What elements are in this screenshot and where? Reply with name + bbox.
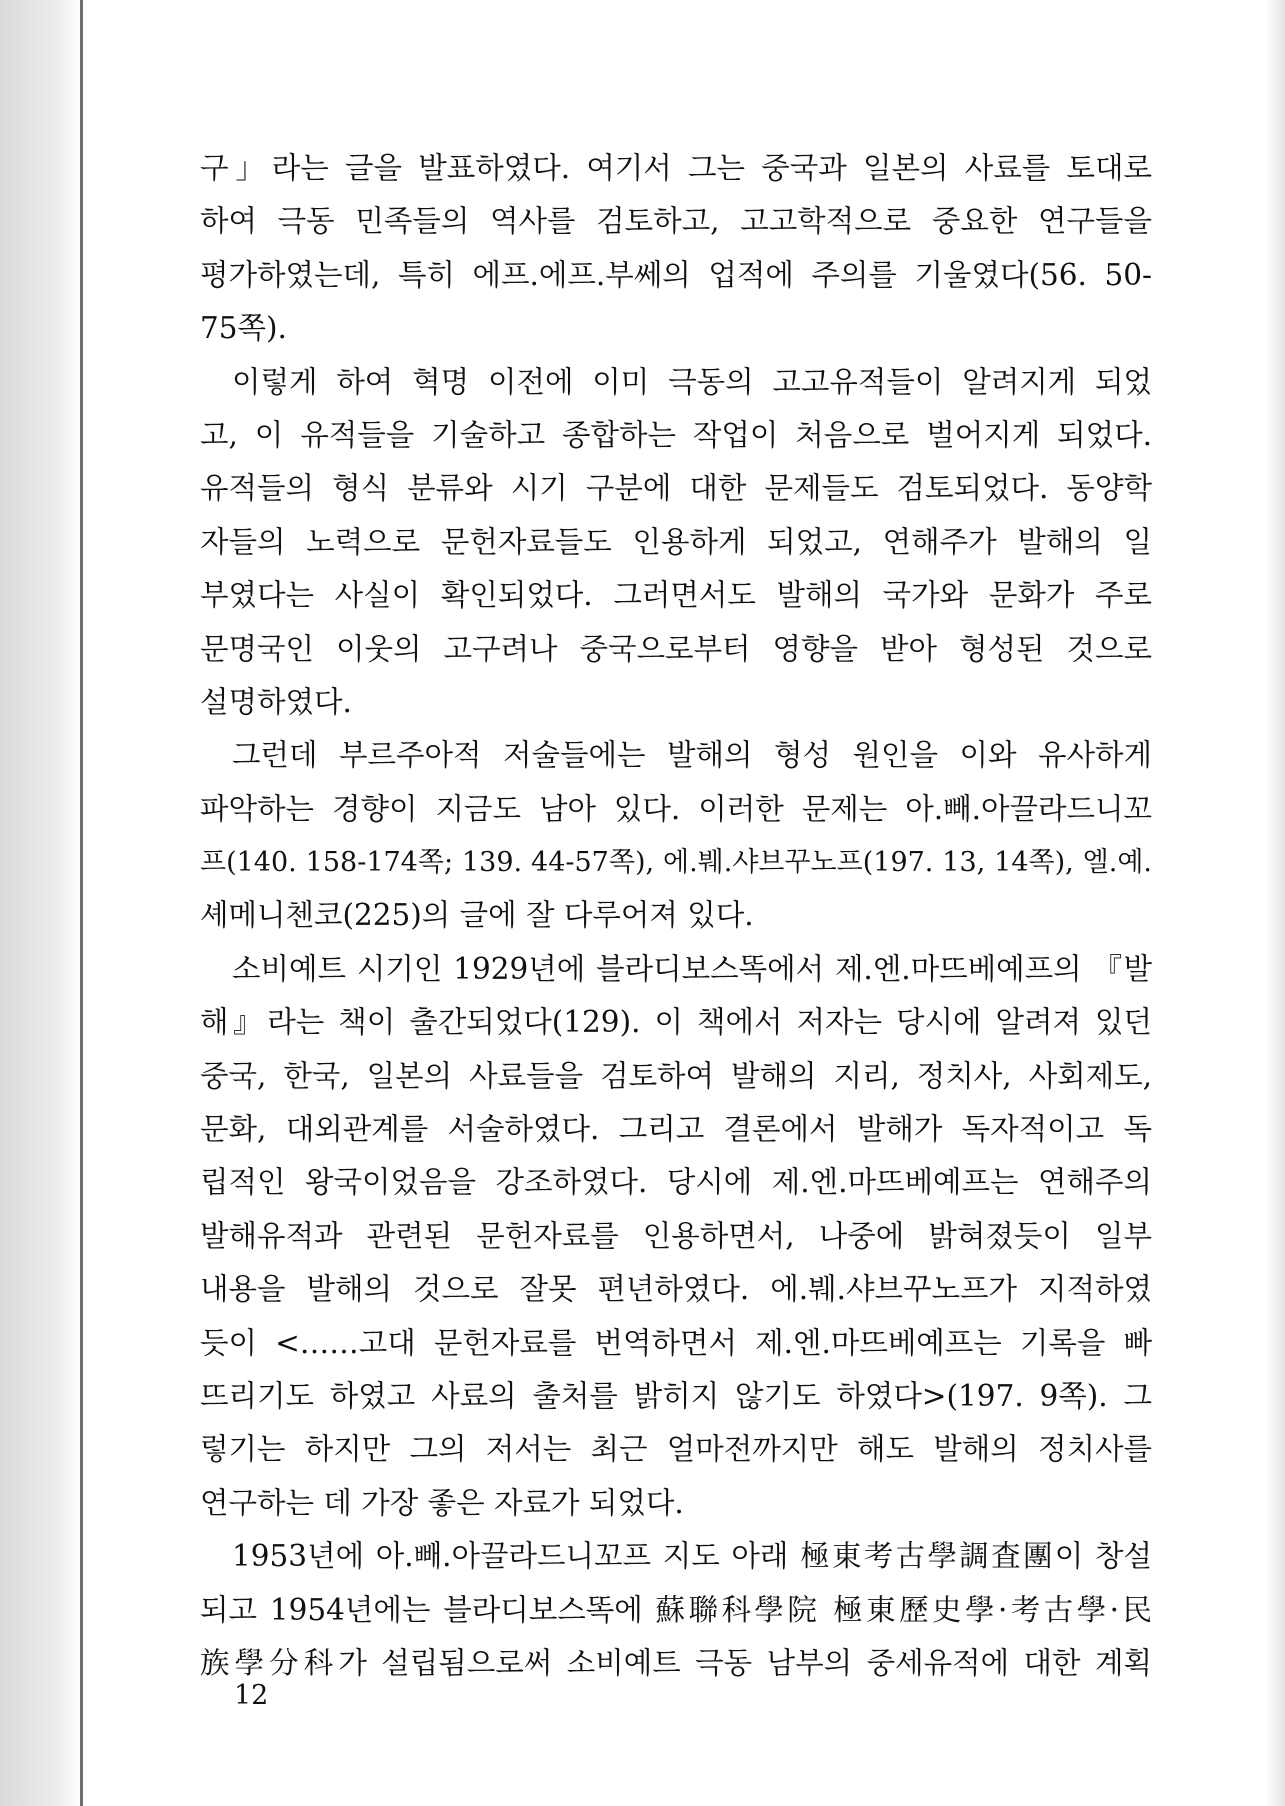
paragraph-first-line: 이렇게 하여 혁명 이전에 이미 극동의 고고유적들이 알려지게 되었 bbox=[232, 364, 1152, 399]
text-line: 뜨리기도 하였고 사료의 출처를 밝히지 않기도 하였다>(197. 9쪽). 그 bbox=[200, 1378, 1152, 1413]
text-line: 되고 1954년에는 블라디보스똑에 蘇聯科學院 極東歷史學·考古學·民 bbox=[200, 1592, 1152, 1627]
page-edge bbox=[80, 0, 83, 1806]
page-number: 12 bbox=[234, 1680, 269, 1711]
text-line: 셰메니첸코(225)의 글에 잘 다루어져 있다. bbox=[200, 898, 754, 933]
page-right-shadow bbox=[1265, 0, 1285, 1806]
text-line: 립적인 왕국이었음을 강조하였다. 당시에 제.엔.마뜨베예프는 연해주의 bbox=[200, 1165, 1152, 1200]
text-line: 발해유적과 관련된 문헌자료를 인용하면서, 나중에 밝혀졌듯이 일부 bbox=[200, 1218, 1152, 1253]
text-line: 렇기는 하지만 그의 저서는 최근 얼마전까지만 해도 발해의 정치사를 bbox=[200, 1432, 1152, 1467]
text-line: 설명하였다. bbox=[200, 684, 352, 719]
text-line: 고, 이 유적들을 기술하고 종합하는 작업이 처음으로 벌어지게 되었다. bbox=[200, 417, 1152, 452]
text-line: 파악하는 경향이 지금도 남아 있다. 이러한 문제는 아.빼.아끌라드니꼬 bbox=[200, 791, 1152, 826]
text-line: 내용을 발해의 것으로 잘못 편년하였다. 에.붸.샤브꾸노프가 지적하였 bbox=[200, 1272, 1152, 1307]
text-line: 평가하였는데, 특히 에프.에프.부쎄의 업적에 주의를 기울였다(56. 50- bbox=[200, 257, 1152, 292]
text-line: 문화, 대외관계를 서술하였다. 그리고 결론에서 발해가 독자적이고 독 bbox=[200, 1112, 1152, 1147]
text-line: 해』라는 책이 출간되었다(129). 이 책에서 저자는 당시에 알려져 있던 bbox=[200, 1005, 1152, 1040]
text-line: 하여 극동 민족들의 역사를 검토하고, 고고학적으로 중요한 연구들을 bbox=[200, 204, 1152, 239]
text-line: 듯이 <……고대 문헌자료를 번역하면서 제.엔.마뜨베예프는 기록을 빠 bbox=[200, 1325, 1152, 1360]
paragraph-first-line: 소비예트 시기인 1929년에 블라디보스똑에서 제.엔.마뜨베예프의 『발 bbox=[232, 951, 1152, 986]
text-line: 부였다는 사실이 확인되었다. 그러면서도 발해의 국가와 문화가 주로 bbox=[200, 578, 1152, 613]
text-line: 연구하는 데 가장 좋은 자료가 되었다. bbox=[200, 1485, 684, 1520]
text-line: 族學分科가 설립됨으로써 소비예트 극동 남부의 중세유적에 대한 계획 bbox=[200, 1645, 1152, 1680]
paragraph-first-line: 그런데 부르주아적 저술들에는 발해의 형성 원인을 이와 유사하게 bbox=[232, 738, 1152, 773]
text-line: 유적들의 형식 분류와 시기 구분에 대한 문제들도 검토되었다. 동양학 bbox=[200, 471, 1152, 506]
text-line: 구」라는 글을 발표하였다. 여기서 그는 중국과 일본의 사료를 토대로 bbox=[200, 151, 1152, 185]
spine-shadow bbox=[0, 0, 82, 1806]
paragraph-first-line: 1953년에 아.빼.아끌라드니꼬프 지도 아래 極東考古學調査團이 창설 bbox=[232, 1539, 1152, 1574]
text-line: 문명국인 이웃의 고구려나 중국으로부터 영향을 받아 형성된 것으로 bbox=[200, 631, 1152, 666]
text-line: 프(140. 158-174쪽; 139. 44-57쪽), 에.붸.샤브꾸노프(197. 13, 14쪽), 엘.예. bbox=[200, 847, 1152, 879]
text-line: 자들의 노력으로 문헌자료들도 인용하게 되었고, 연해주가 발해의 일 bbox=[200, 524, 1152, 559]
text-line: 중국, 한국, 일본의 사료들을 검토하여 발해의 지리, 정치사, 사회제도, bbox=[200, 1058, 1152, 1093]
text-line: 75쪽). bbox=[200, 311, 287, 346]
body-text bbox=[200, 142, 1152, 1690]
